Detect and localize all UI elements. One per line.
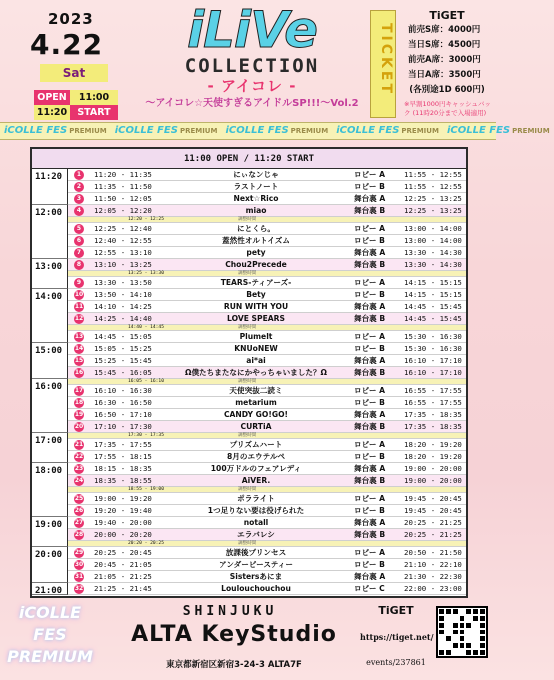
ticket-band xyxy=(370,10,396,118)
special-location: 舞台裏 A xyxy=(354,194,386,203)
slot-time: 15:05 - 15:25 xyxy=(94,344,152,353)
event-logo xyxy=(138,1,366,122)
timetable-row xyxy=(68,493,466,505)
event-year: 2023 xyxy=(48,10,94,28)
slot-number: 16 xyxy=(74,369,84,376)
artist-name: アンダービースティー xyxy=(219,560,293,569)
slot-time: 19:20 - 19:40 xyxy=(94,506,152,515)
special-time: 17:35 - 18:35 xyxy=(404,410,462,419)
slot-number: 8 xyxy=(74,260,84,270)
special-location: ロビー B xyxy=(354,506,385,515)
special-location: ロビー A xyxy=(354,278,385,287)
hour-label: 20:00 xyxy=(32,547,68,583)
slot-time: 21:05 - 21:25 xyxy=(94,572,152,581)
artist-name: LOVE SPEARS xyxy=(227,314,285,323)
fes-strip-logo xyxy=(111,123,222,139)
slot-time: 12:40 - 12:55 xyxy=(94,236,152,245)
timetable-row xyxy=(68,169,466,181)
special-location: ロビー B xyxy=(354,344,385,353)
special-time: 19:00 - 20:00 xyxy=(404,476,462,485)
slot-number: 19 xyxy=(74,411,84,418)
qr-code-icon[interactable] xyxy=(436,606,488,658)
special-time: 13:00 - 14:00 xyxy=(404,236,462,245)
hour-label: 16:00 xyxy=(32,379,68,433)
hour-label: 14:00 xyxy=(32,289,68,343)
timetable-row xyxy=(68,421,466,433)
slot-number: 25 xyxy=(74,495,84,502)
slot-time: 12:55 - 13:10 xyxy=(94,248,152,257)
fes-strip-logo xyxy=(221,123,332,139)
slot-number: 17 xyxy=(74,387,84,394)
changeover-label: 調整時間 xyxy=(238,433,257,438)
artist-name: notall xyxy=(243,518,269,527)
fes-strip-premium: PREMIUM xyxy=(290,127,329,135)
special-location: ロビー A xyxy=(354,440,385,449)
slot-number: 5 xyxy=(74,224,84,234)
special-location: 舞台裏 B xyxy=(354,422,386,431)
timetable-row xyxy=(68,475,466,487)
fes-strip-label: iCOLLE FES xyxy=(114,125,178,136)
open-start-box xyxy=(34,90,118,120)
slot-number: 12 xyxy=(74,315,84,322)
logo-kana: - アイコレ - xyxy=(207,77,297,95)
hour-label: 13:00 xyxy=(32,259,68,289)
artist-name: TEARS-ティアーズ- xyxy=(220,278,292,287)
special-location: 舞台裏 A xyxy=(354,518,386,527)
timetable-row xyxy=(68,223,466,235)
timetable-row xyxy=(68,517,466,529)
artist-name: にぃなンじゃ xyxy=(233,170,279,179)
slot-time: 19:40 - 20:00 xyxy=(94,518,152,527)
timetable-row xyxy=(68,505,466,517)
timetable-row xyxy=(68,331,466,343)
special-time: 20:50 - 21:50 xyxy=(404,548,462,557)
timetable-row xyxy=(68,301,466,313)
timetable-row xyxy=(68,193,466,205)
timetable-row xyxy=(68,451,466,463)
changeover-label: 調整時間 xyxy=(238,487,257,492)
artist-name: CURTiA xyxy=(240,422,272,431)
special-location: 舞台裏 B xyxy=(354,260,386,269)
slot-number: 22 xyxy=(74,453,84,460)
special-time: 19:00 - 20:00 xyxy=(404,464,462,473)
slot-time: 15:25 - 15:45 xyxy=(94,356,152,365)
artist-name: 8月のエウテルペ xyxy=(226,452,286,461)
hour-label: 21:00 xyxy=(32,583,68,595)
special-location: ロビー B xyxy=(354,560,385,569)
slot-time: 13:30 - 13:50 xyxy=(94,278,152,287)
slot-number: 14 xyxy=(74,345,84,352)
fes-strip-label: iCOLLE FES xyxy=(446,125,511,136)
slot-number: 30 xyxy=(74,561,84,568)
special-time: 19:45 - 20:45 xyxy=(404,506,462,515)
slot-number: 32 xyxy=(74,585,84,592)
fes-strip-logo xyxy=(443,123,554,139)
timetable-row xyxy=(68,583,466,595)
fes-strip-label: iCOLLE FES xyxy=(4,125,68,136)
changeover-label: 調整時間 xyxy=(238,271,257,276)
artist-name: KNUoNEW xyxy=(234,344,278,353)
special-time: 15:30 - 16:30 xyxy=(404,344,462,353)
special-time: 21:30 - 22:30 xyxy=(404,572,462,581)
event-tagline: 〜アイコレ☆天使すぎるアイドルSP!!!〜Vol.2 xyxy=(145,98,359,109)
fes-strip-premium: PREMIUM xyxy=(69,127,107,135)
artist-name: 1つ足りない要は役げられた xyxy=(207,506,305,515)
artist-name: Bety xyxy=(246,290,266,299)
slot-number: 9 xyxy=(74,278,84,288)
special-time: 22:00 - 23:00 xyxy=(404,584,462,593)
special-location: ロビー A xyxy=(354,548,385,557)
timetable-row xyxy=(68,397,466,409)
special-location: 舞台裏 A xyxy=(354,248,386,257)
special-location: 舞台裏 A xyxy=(354,356,386,365)
flyer-footer xyxy=(0,598,496,680)
ticket-url[interactable]: https://tiget.net/ xyxy=(360,632,434,642)
open-label: OPEN xyxy=(34,90,70,105)
slot-time: 13:50 - 14:10 xyxy=(94,290,152,299)
price-line: 当日S席：4500円 xyxy=(408,40,481,50)
special-location: 舞台裏 A xyxy=(354,410,386,419)
slot-time: 11:35 - 11:50 xyxy=(94,182,152,191)
slot-number: 3 xyxy=(74,194,84,204)
fes-strip-logo xyxy=(0,123,111,139)
artist-name: Chou2Precede xyxy=(225,260,287,269)
timetable-row xyxy=(68,205,466,217)
slot-time: 16:30 - 16:50 xyxy=(94,398,152,407)
ticket-event-path[interactable]: events/237861 xyxy=(366,658,426,667)
artist-name: Plumelt xyxy=(239,332,273,341)
special-time: 14:45 - 15:45 xyxy=(404,314,462,323)
timetable-row xyxy=(68,259,466,271)
drink-note: (各別途1D 600円) xyxy=(409,85,485,95)
special-time: 14:15 - 15:15 xyxy=(404,278,462,287)
special-location: ロビー A xyxy=(354,494,385,503)
artist-name: Next☆Rico xyxy=(233,194,279,203)
timetable-row xyxy=(68,289,466,301)
slot-time: 19:00 - 19:20 xyxy=(94,494,152,503)
slot-number: 11 xyxy=(74,303,84,310)
slot-time: 11:50 - 12:05 xyxy=(94,194,152,203)
fes-strip-label: iCOLLE FES xyxy=(225,125,289,136)
artist-name: Ω僕たちまたなにかやっちゃいました？Ω xyxy=(184,368,327,377)
special-time: 18:20 - 19:20 xyxy=(404,452,462,461)
special-location: 舞台裏 B xyxy=(354,368,386,377)
slot-time: 14:25 - 14:40 xyxy=(94,314,152,323)
changeover-time: 14:40 - 14:45 xyxy=(128,325,164,330)
fes-logo-strip xyxy=(0,122,550,140)
timetable-body xyxy=(32,169,466,596)
timetable-row xyxy=(68,529,466,541)
timetable-row xyxy=(68,385,466,397)
slot-time: 12:05 - 12:20 xyxy=(94,206,152,215)
slot-number: 15 xyxy=(74,357,84,364)
timetable-row xyxy=(68,559,466,571)
artist-name: プリズムハート xyxy=(229,440,283,449)
slot-number: 1 xyxy=(74,170,84,180)
slot-number: 4 xyxy=(74,206,84,216)
artist-name: RUN WITH YOU xyxy=(223,302,289,311)
slot-time: 17:35 - 17:55 xyxy=(94,440,152,449)
special-time: 13:00 - 14:00 xyxy=(404,224,462,233)
event-weekday: Sat xyxy=(40,64,108,82)
fes-strip-premium: PREMIUM xyxy=(512,127,550,135)
slot-number: 7 xyxy=(74,248,84,258)
timetable-row xyxy=(68,439,466,451)
timetable xyxy=(30,147,468,598)
timetable-row xyxy=(68,547,466,559)
slot-time: 18:35 - 18:55 xyxy=(94,476,152,485)
slot-number: 29 xyxy=(74,549,84,556)
fes-strip-premium: PREMIUM xyxy=(401,127,439,135)
changeover-time: 18:55 - 19:00 xyxy=(128,487,164,492)
slot-number: 13 xyxy=(74,333,84,340)
artist-name: CANDY GO!GO! xyxy=(223,410,288,419)
artist-name: にとくら。 xyxy=(237,224,275,233)
fes-strip-premium: PREMIUM xyxy=(179,127,218,135)
slot-number: 28 xyxy=(74,531,84,538)
slot-number: 26 xyxy=(74,507,84,514)
artist-name: 天使突抜二読ミ xyxy=(229,386,283,395)
fes-strip-label: iCOLLE FES xyxy=(336,125,400,136)
slot-number: 2 xyxy=(74,182,84,192)
artist-name: 100万ドルのフェアレディ xyxy=(210,464,302,473)
special-time: 12:25 - 13:25 xyxy=(404,194,462,203)
hour-label: 19:00 xyxy=(32,517,68,547)
changeover-time: 12:20 - 12:25 xyxy=(128,217,164,222)
slot-time: 17:55 - 18:15 xyxy=(94,452,152,461)
special-time: 13:30 - 14:30 xyxy=(404,248,462,257)
timetable-row xyxy=(68,355,466,367)
slot-number: 27 xyxy=(74,519,84,526)
timetable-row xyxy=(68,463,466,475)
special-location: ロビー B xyxy=(354,452,385,461)
slot-time: 18:15 - 18:35 xyxy=(94,464,152,473)
artist-name: miao xyxy=(245,206,267,215)
timetable-row xyxy=(68,409,466,421)
artist-name: pety xyxy=(246,248,266,257)
timetable-header: 11:00 OPEN / 11:20 START xyxy=(32,149,466,169)
special-location: 舞台裏 A xyxy=(354,572,386,581)
timetable-row xyxy=(68,235,466,247)
timetable-row xyxy=(68,571,466,583)
hour-label: 15:00 xyxy=(32,343,68,379)
flyer-header xyxy=(0,0,496,126)
artist-name: 蓋然性オルトイズム xyxy=(222,236,290,245)
special-location: ロビー B xyxy=(354,290,385,299)
slot-number: 18 xyxy=(74,399,84,406)
special-location: 舞台裏 B xyxy=(354,314,386,323)
venue-address: 東京都新宿区新宿3-24-3 ALTA7F xyxy=(166,660,302,670)
special-location: ロビー A xyxy=(354,332,385,341)
start-time: 11:20 xyxy=(34,105,70,120)
special-location: ロビー A xyxy=(354,170,385,179)
ticket-info xyxy=(400,8,494,117)
slot-time: 14:45 - 15:05 xyxy=(94,332,152,341)
special-time: 20:25 - 21:25 xyxy=(404,518,462,527)
ticket-brand: TiGET xyxy=(429,9,465,22)
changeover-time: 13:25 - 13:30 xyxy=(128,271,164,276)
special-time: 14:15 - 15:15 xyxy=(404,290,462,299)
special-time: 16:55 - 17:55 xyxy=(404,398,462,407)
slot-time: 12:25 - 12:40 xyxy=(94,224,152,233)
special-location: ロビー B xyxy=(354,182,385,191)
slot-time: 13:10 - 13:25 xyxy=(94,260,152,269)
cashback-note: ※早割1000円キャッシュバック (11時20分まで入場適用) xyxy=(404,100,491,117)
special-time: 21:10 - 22:10 xyxy=(404,560,462,569)
changeover-label: 調整時間 xyxy=(238,325,257,330)
artist-name: ラストノート xyxy=(233,182,279,191)
hour-label: 12:00 xyxy=(32,205,68,259)
special-location: ロビー A xyxy=(354,224,385,233)
slot-number: 23 xyxy=(74,465,84,472)
artist-name: エラバレシ xyxy=(237,530,275,539)
slot-time: 20:45 - 21:05 xyxy=(94,560,152,569)
slot-number: 20 xyxy=(74,423,84,430)
timetable-row xyxy=(68,313,466,325)
special-time: 16:55 - 17:55 xyxy=(404,386,462,395)
special-time: 11:55 - 12:55 xyxy=(404,170,462,179)
special-time: 13:30 - 14:30 xyxy=(404,260,462,269)
price-line: 前売S席：4000円 xyxy=(408,25,481,35)
slot-time: 14:10 - 14:25 xyxy=(94,302,152,311)
venue-name: ALTA KeyStudio xyxy=(131,622,337,647)
artist-name: 放課後プリンセス xyxy=(225,548,287,557)
special-time: 19:45 - 20:45 xyxy=(404,494,462,503)
timetable-row xyxy=(68,247,466,259)
timetable-row xyxy=(68,277,466,289)
slot-time: 15:45 - 16:05 xyxy=(94,368,152,377)
artist-name: ai*ai xyxy=(246,356,266,365)
slot-time: 16:50 - 17:10 xyxy=(94,410,152,419)
hour-label: 18:00 xyxy=(32,463,68,517)
special-time: 15:30 - 16:30 xyxy=(404,332,462,341)
price-line: 当日A席：3500円 xyxy=(408,70,481,80)
special-location: 舞台裏 B xyxy=(354,530,386,539)
changeover-label: 調整時間 xyxy=(238,379,257,384)
special-location: ロビー A xyxy=(354,386,385,395)
special-location: 舞台裏 A xyxy=(354,464,386,473)
slot-time: 17:10 - 17:30 xyxy=(94,422,152,431)
special-time: 16:10 - 17:10 xyxy=(404,368,462,377)
hour-label: 17:00 xyxy=(32,433,68,463)
changeover-label: 調整時間 xyxy=(238,541,257,546)
ticket-band-label: TICKET xyxy=(378,23,394,96)
slot-time: 21:25 - 21:45 xyxy=(94,584,152,593)
slot-time: 11:20 - 11:35 xyxy=(94,170,152,179)
hour-label: 11:20 xyxy=(32,169,68,205)
logo-sub: COLLECTION xyxy=(184,55,320,77)
slot-time: 20:25 - 20:45 xyxy=(94,548,152,557)
artist-name: Loulouchouchou xyxy=(221,584,291,593)
artist-name: AiVER. xyxy=(241,476,271,485)
special-location: 舞台裏 B xyxy=(354,206,386,215)
changeover-time: 20:20 - 20:25 xyxy=(128,541,164,546)
ticket-brand-footer: TiGET xyxy=(378,604,414,617)
slot-time: 16:10 - 16:30 xyxy=(94,386,152,395)
artist-name: metarium xyxy=(235,398,277,407)
special-time: 20:25 - 21:25 xyxy=(404,530,462,539)
slot-number: 6 xyxy=(74,236,84,246)
start-label: START xyxy=(70,105,118,120)
special-location: 舞台裏 A xyxy=(354,302,386,311)
logo-main: iLiVe xyxy=(186,1,318,59)
special-time: 18:20 - 19:20 xyxy=(404,440,462,449)
special-time: 11:55 - 12:55 xyxy=(404,182,462,191)
event-date: 4.22 xyxy=(30,28,104,61)
fes-footer-logo: iCOLLE FES PREMIUM xyxy=(7,603,93,666)
open-time: 11:00 xyxy=(70,90,118,105)
slot-number: 10 xyxy=(74,291,84,298)
special-location: 舞台裏 B xyxy=(354,476,386,485)
special-time: 17:35 - 18:35 xyxy=(404,422,462,431)
slot-number: 24 xyxy=(74,477,84,484)
timetable-row xyxy=(68,367,466,379)
slot-time: 20:00 - 20:20 xyxy=(94,530,152,539)
slot-number: 31 xyxy=(74,573,84,580)
artist-name: ポラライト xyxy=(237,494,275,503)
special-location: ロビー B xyxy=(354,236,385,245)
special-location: ロビー B xyxy=(354,398,385,407)
changeover-label: 調整時間 xyxy=(238,217,257,222)
fes-strip-logo xyxy=(332,123,443,139)
changeover-time: 17:30 - 17:35 xyxy=(128,433,164,438)
price-line: 前売A席：3000円 xyxy=(408,55,481,65)
special-time: 12:25 - 13:25 xyxy=(404,206,462,215)
timetable-row xyxy=(68,343,466,355)
special-location: ロビー C xyxy=(354,584,385,593)
special-time: 14:45 - 15:45 xyxy=(404,302,462,311)
special-time: 16:10 - 17:10 xyxy=(404,356,462,365)
venue-city: SHINJUKU xyxy=(182,604,278,619)
artist-name: Sistersあにま xyxy=(229,572,283,581)
slot-number: 21 xyxy=(74,441,84,448)
timetable-row xyxy=(68,181,466,193)
changeover-time: 16:05 - 16:10 xyxy=(128,379,164,384)
